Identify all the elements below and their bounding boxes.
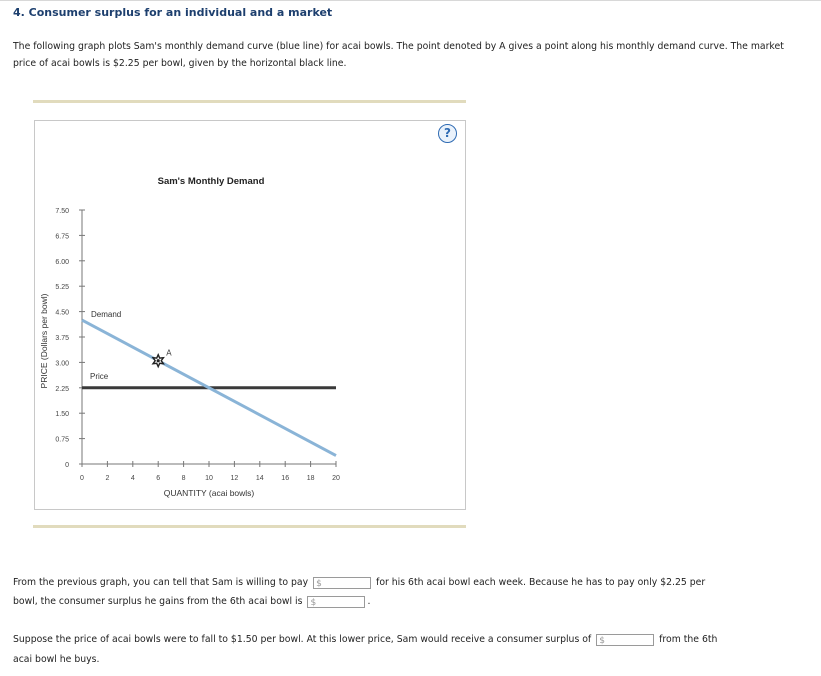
x-tick-label: 2	[105, 475, 110, 482]
q1-text-1: From the previous graph, you can tell that Sam is willing to pay	[13, 577, 309, 588]
x-tick-label: 14	[255, 475, 264, 482]
x-tick-label: 0	[80, 475, 84, 482]
price-line-label: Price	[90, 371, 109, 381]
question-2-line-1	[13, 631, 717, 648]
willingness-to-pay-input[interactable]: $	[313, 577, 371, 589]
help-icon[interactable]: ?	[438, 124, 457, 143]
question-2-line-2	[13, 651, 99, 668]
y-tick-label: 3.75	[55, 335, 69, 342]
x-tick-label: 6	[156, 475, 161, 482]
q1-end: .	[367, 596, 371, 607]
y-tick-label: 6.00	[55, 258, 69, 266]
consumer-surplus-input[interactable]: $	[307, 596, 365, 608]
y-tick-label: 7.50	[55, 208, 69, 215]
x-tick-label: 12	[230, 475, 239, 482]
q2-text-1: Suppose the price of acai bowls were to fall to $1.50 per bowl. At this lower price, Sam would receive a consumer surplus of	[13, 634, 592, 645]
x-tick-label: 18	[306, 475, 315, 482]
y-tick-label: 5.25	[55, 284, 69, 292]
q2-text-2: from the 6th	[659, 634, 718, 645]
q2-text-3: acai bowl he buys.	[13, 654, 100, 665]
q1-text-3: bowl, the consumer surplus he gains from the 6th acai bowl is	[13, 596, 303, 607]
y-tick-label: 0	[65, 462, 69, 469]
rule-bottom	[33, 525, 466, 528]
x-axis-label: QUANTITY (acai bowls)	[163, 488, 255, 498]
x-tick-label: 10	[205, 475, 213, 482]
y-tick-label: 2.25	[55, 385, 69, 393]
x-tick-label: 20	[332, 475, 340, 482]
question-1-line-2	[13, 593, 370, 610]
y-tick-label: 3.00	[55, 360, 69, 368]
chart-title: Sam's Monthly Demand	[157, 176, 265, 187]
q1-text-2: for his 6th acai bowl each week. Because he has to pay only $2.25 per	[376, 577, 706, 588]
x-tick-label: 8	[181, 475, 186, 482]
x-tick-label: 4	[130, 475, 135, 482]
question-1-line-1	[13, 574, 705, 591]
x-tick-label: 16	[281, 475, 290, 482]
y-tick-label: 4.50	[55, 309, 69, 317]
y-tick-label: 6.75	[55, 233, 69, 241]
y-tick-label: 0.75	[55, 436, 69, 444]
new-consumer-surplus-input[interactable]: $	[596, 634, 654, 646]
point-a-center	[157, 359, 160, 362]
intro-text: The following graph plots Sam's monthly demand curve (blue line) for acai bowls. The point denoted by A gives a point along his monthly demand curve. The market price of acai bowls is $2.25 per bowl, given by the horizontal black line.	[13, 41, 784, 69]
point-a-label: A	[166, 348, 172, 358]
y-axis-label: PRICE (Dollars per bowl)	[39, 293, 49, 389]
demand-line-label: Demand	[91, 310, 122, 320]
y-tick-label: 1.50	[55, 411, 69, 419]
question-heading: 4. Consumer surplus for an individual and a market	[13, 6, 333, 19]
